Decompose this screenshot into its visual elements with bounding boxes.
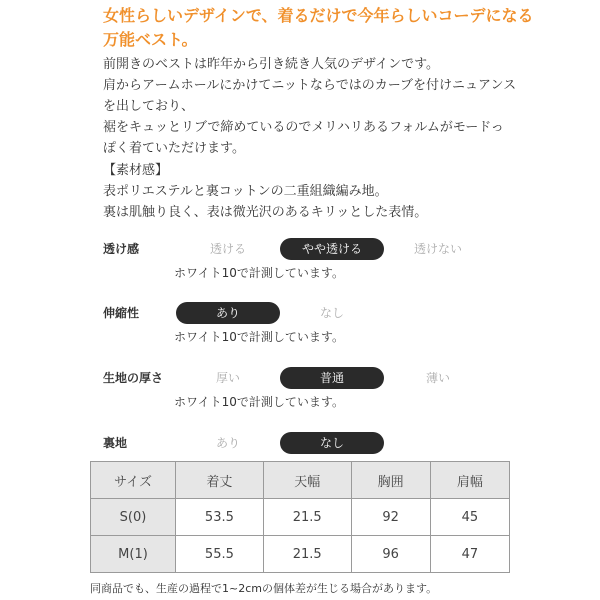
sheer-note: ホワイト10で計測しています。 — [174, 266, 344, 280]
lining-option-no-selected: なし — [280, 432, 384, 454]
table-cell: 45 — [430, 499, 509, 536]
size-footnote: 同商品でも、生産の過程で1~2cmの個体差が生じる場合があります。 — [90, 582, 438, 595]
attribute-sheer — [0, 238, 600, 298]
table-cell: 96 — [351, 536, 430, 573]
description-line: 裾をキュッとリブで締めているのでメリハリあるフォルムがモードっ — [103, 120, 504, 135]
attribute-label-thickness: 生地の厚さ — [103, 371, 164, 385]
product-headline — [103, 4, 573, 52]
attribute-stretch — [0, 302, 600, 362]
headline-line-2: 万能ベスト。 — [103, 30, 198, 49]
headline-line-1: 女性らしいデザインで、着るだけで今年らしいコーデになる — [103, 6, 534, 25]
lining-option-yes: あり — [215, 436, 240, 450]
table-cell: 55.5 — [176, 536, 264, 573]
sheer-option-sheer: 透ける — [209, 242, 246, 256]
size-table-header-row — [91, 462, 510, 499]
table-cell: 92 — [351, 499, 430, 536]
size-table-header: 着丈 — [176, 462, 264, 499]
product-description — [103, 54, 573, 159]
attribute-label-stretch: 伸縮性 — [103, 306, 140, 320]
table-row — [91, 499, 510, 536]
size-table-header: 天幅 — [263, 462, 351, 499]
stretch-note: ホワイト10で計測しています。 — [174, 330, 344, 344]
description-line: を出しており、 — [103, 99, 195, 114]
description-line: 肩からアームホールにかけてニットならではのカーブを付けニュアンス — [103, 78, 517, 93]
material-line: 裏は肌触り良く、表は微光沢のあるキリッとした表情。 — [103, 205, 428, 220]
size-table-header: サイズ — [91, 462, 176, 499]
material-line: 表ポリエステルと裏コットンの二重組織編み地。 — [103, 184, 388, 199]
description-line: 前開きのベストは昨年から引き続き人気のデザインです。 — [103, 57, 440, 72]
attribute-label-sheer: 透け感 — [103, 242, 140, 256]
description-line: ぽく着ていただけます。 — [103, 141, 245, 156]
sheer-option-slightly-sheer-selected: やや透ける — [280, 238, 384, 260]
thickness-option-thin: 薄い — [425, 371, 450, 385]
table-cell: 21.5 — [263, 536, 351, 573]
size-table-header: 肩幅 — [430, 462, 509, 499]
material-section — [103, 160, 573, 223]
stretch-option-yes-selected: あり — [176, 302, 280, 324]
thickness-option-normal-selected: 普通 — [280, 367, 384, 389]
table-cell: 21.5 — [263, 499, 351, 536]
size-label: S(0) — [91, 499, 176, 536]
size-table — [90, 461, 510, 573]
table-row — [91, 536, 510, 573]
sheer-option-not-sheer: 透けない — [413, 242, 462, 256]
attribute-label-lining: 裏地 — [103, 436, 128, 450]
attribute-thickness — [0, 367, 600, 427]
table-cell: 47 — [430, 536, 509, 573]
size-table-header: 胸囲 — [351, 462, 430, 499]
thickness-note: ホワイト10で計測しています。 — [174, 395, 344, 409]
thickness-option-thick: 厚い — [215, 371, 240, 385]
material-heading: 【素材感】 — [103, 163, 169, 178]
table-cell: 53.5 — [176, 499, 264, 536]
stretch-option-no: なし — [319, 306, 344, 320]
size-label: M(1) — [91, 536, 176, 573]
